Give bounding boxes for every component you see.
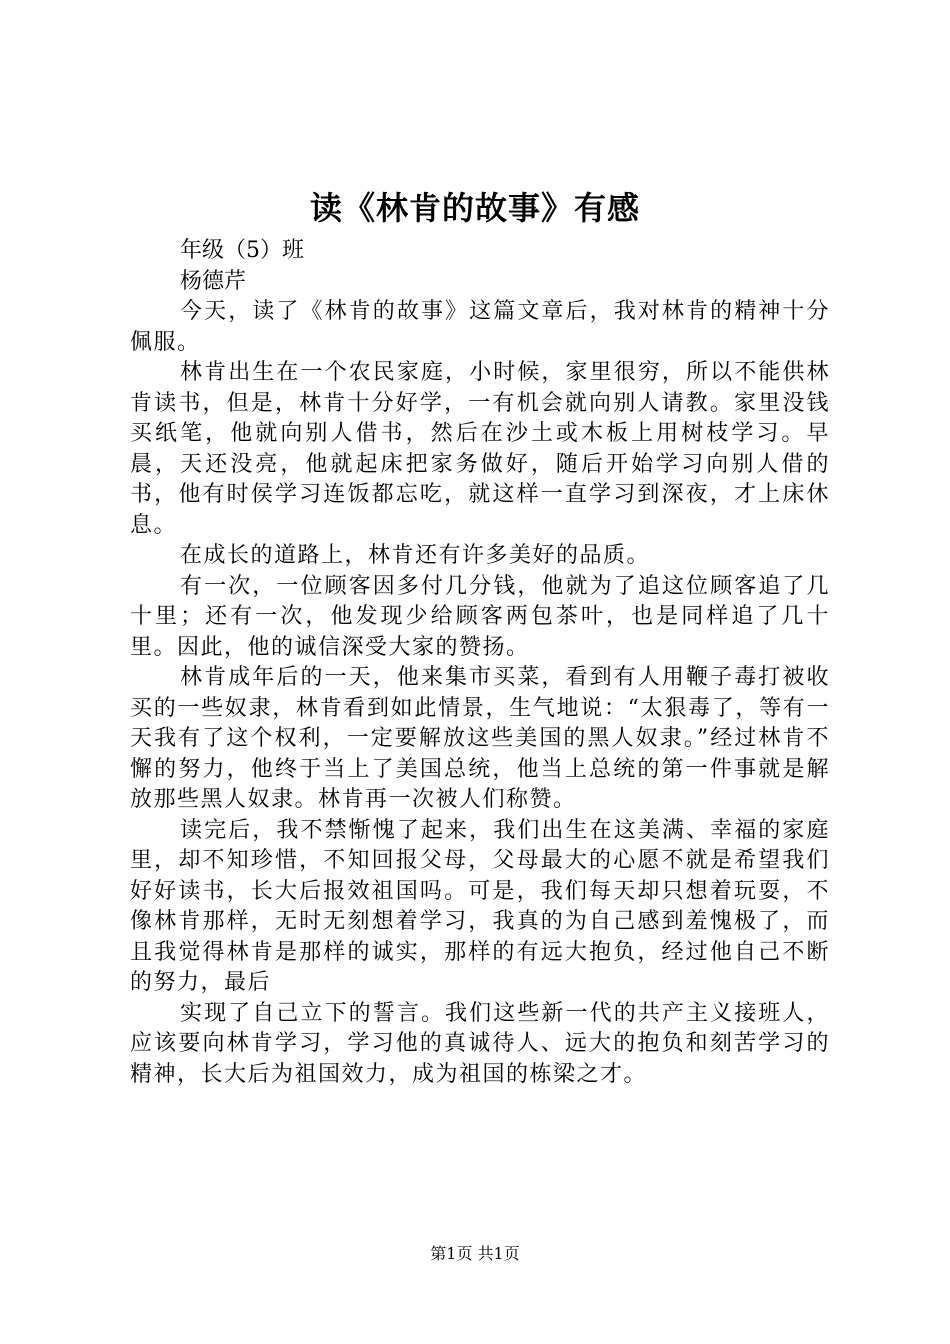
document-title: 读《林肯的故事》有感 — [309, 189, 640, 227]
paragraph-7: 实现了自己立下的誓言。我们这些新一代的共产主义接班人，应该要向林肯学习，学习他的真诚待人、远大的抱负和刻苦学习的精神，长大后为祖国效力，成为祖国的栋梁之才。 — [130, 1000, 830, 1087]
author-name: 杨德芹 — [180, 268, 247, 294]
paragraph-1: 今天，读了《林肯的故事》这篇文章后，我对林肯的精神十分佩服。 — [130, 299, 830, 355]
paragraph-2: 林肯出生在一个农民家庭，小时候，家里很穷，所以不能供林肯读书，但是，林肯十分好学，一有机会就向别人请教。家里没钱买纸笔，他就向别人借书，然后在沙土或木板上用树枝学习。早晨，天还没亮，他就起床把家务做好，随后开始学习向别人借的书，他有时侯学习连饭都忘吃，就这样一直学习到深夜，才上床休息。 — [130, 360, 830, 538]
class-line: 年级（5）班 — [180, 238, 304, 263]
document-body — [130, 236, 830, 1090]
paragraph-6: 读完后，我不禁惭愧了起来，我们出生在这美满、幸福的家庭里，却不知珍惜，不知回报父母，父母最大的心愿不就是希望我们好好读书，长大后报效祖国吗。可是，我们每天却只想着玩耍，不像林肯那样，无时无刻想着学习，我真的为自己感到羞愧极了，而且我觉得林肯是那样的诚实，那样的有远大抱负，经过他自己不断的努力，最后 — [130, 817, 830, 995]
page-footer: 第1页 共1页 — [430, 1244, 520, 1263]
paragraph-5: 林肯成年后的一天，他来集市买菜，看到有人用鞭子毒打被收买的一些奴隶，林肯看到如此情景，生气地说：“太狠毒了，等有一天我有了这个权利，一定要解放这些美国的黑人奴隶。”经过林肯不懈的努力，他终于当上了美国总统，他当上总统的第一件事就是解放那些黑人奴隶。林肯再一次被人们称赞。 — [130, 665, 830, 812]
paragraph-4: 有一次，一位顾客因多付几分钱，他就为了追这位顾客追了几十里；还有一次，他发现少给顾客两包茶叶，也是同样追了几十里。因此，他的诚信深受大家的赞扬。 — [130, 573, 830, 660]
paragraph-3: 在成长的道路上，林肯还有许多美好的品质。 — [180, 543, 651, 568]
